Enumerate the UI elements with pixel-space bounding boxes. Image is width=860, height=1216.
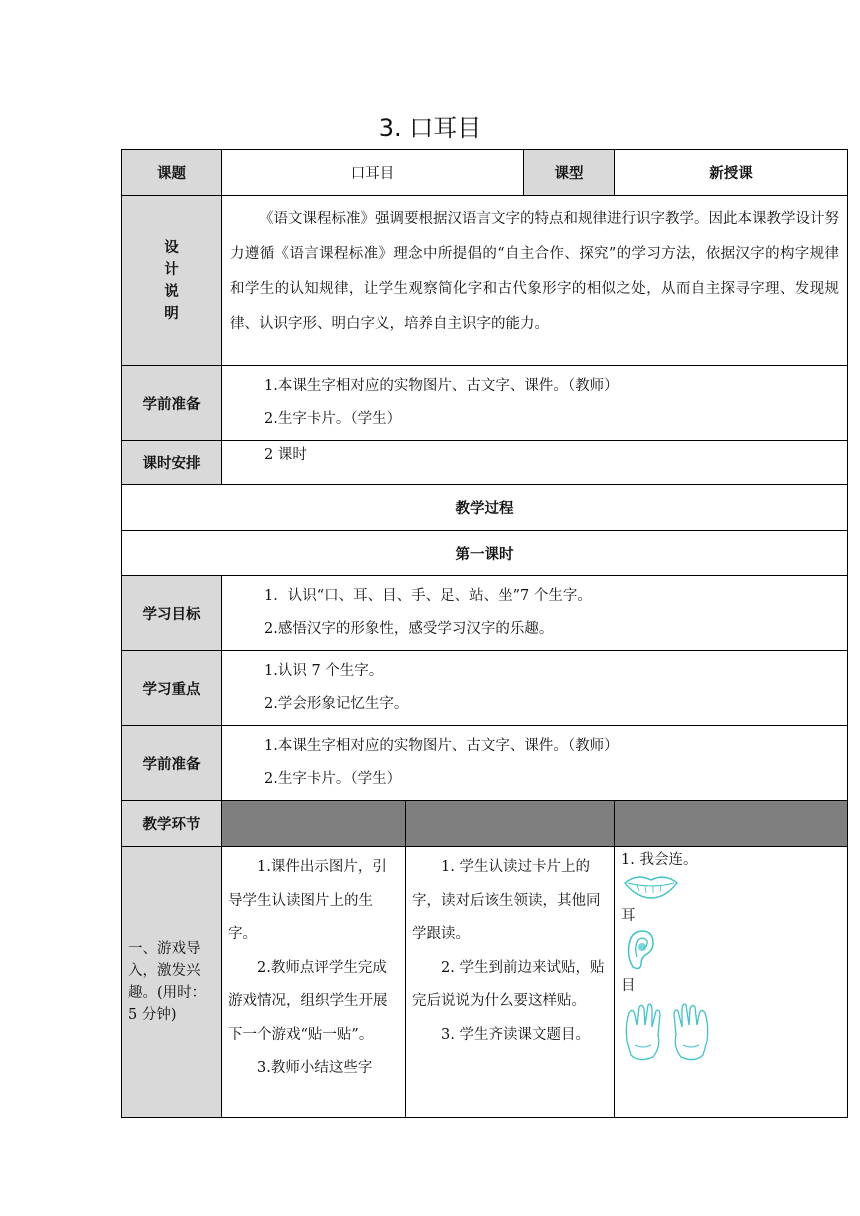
process-title: 教学过程 xyxy=(122,485,848,531)
stage1-teacher-activities: 1.课件出示图片，引导学生认读图片上的生字。 2.教师点评学生完成游戏情况，组织学生开展下一个游戏“贴一贴”。 3.教师小结这些字 xyxy=(222,847,406,1118)
lesson1-title-row xyxy=(122,531,848,576)
stage-header-cell-teacher xyxy=(222,801,406,847)
stage1-row xyxy=(122,847,848,1118)
prep-label-1: 学前准备 xyxy=(122,366,222,441)
stage-header-row xyxy=(122,801,848,847)
design-text: 《语文课程标准》强调要根据汉语言文字的特点和规律进行识字教学。因此本课教学设计努力遵循《语言课程标准》理念中所提倡的“自主合作、探究”的学习方法，依据汉字的构字规律和学生的认知规律，让学生观察简化字和古代象形字的相似之处，从而自主探寻字理、发现规律、认识字形、明白字义，培养自主识字的能力。 xyxy=(222,196,848,366)
stage-header-label: 教学环节 xyxy=(122,801,222,847)
word-eye: 目 xyxy=(621,978,636,994)
mouth-icon xyxy=(621,871,681,901)
hands-icon xyxy=(621,1001,713,1065)
prep-row-2 xyxy=(122,726,848,801)
lesson-plan-table xyxy=(121,149,848,1118)
focus-row xyxy=(122,651,848,726)
design-row xyxy=(122,196,848,366)
topic-row xyxy=(122,150,848,196)
topic-label: 课题 xyxy=(122,150,222,196)
goals-label: 学习目标 xyxy=(122,576,222,651)
focus-label: 学习重点 xyxy=(122,651,222,726)
topic-value: 口耳目 xyxy=(222,150,524,196)
goals-lines: 1．认识“口、耳、目、手、足、站、坐”7 个生字。 2.感悟汉字的形象性，感受学习汉字的乐趣。 xyxy=(222,576,848,651)
course-type-label: 课型 xyxy=(524,150,615,196)
exercise-title: 1. 我会连。 xyxy=(621,852,698,868)
prep-row-1 xyxy=(122,366,848,441)
focus-lines: 1.认识 7 个生字。 2.学会形象记忆生字。 xyxy=(222,651,848,726)
word-ear: 耳 xyxy=(621,908,636,924)
schedule-label: 课时安排 xyxy=(122,441,222,485)
stage-header-cell-exercise xyxy=(615,801,848,847)
stage-header-cell-student xyxy=(406,801,615,847)
lesson1-title: 第一课时 xyxy=(122,531,848,576)
design-label: 设 计 说 明 xyxy=(122,196,222,366)
stage1-name: 一、游戏导入，激发兴趣。(用时：5 分钟) xyxy=(122,847,222,1118)
goals-row xyxy=(122,576,848,651)
ear-icon xyxy=(623,927,657,973)
stage1-student-activities: 1. 学生认读过卡片上的字，读对后该生领读，其他同学跟读。 2. 学生到前边来试贴，贴完后说说为什么要这样贴。 3. 学生齐读课文题目。 xyxy=(406,847,615,1118)
document-title: 3. 口耳目 xyxy=(378,114,482,142)
prep-label-2: 学前准备 xyxy=(122,726,222,801)
prep-lines-1: 1.本课生字相对应的实物图片、古文字、课件。（教师） 2.生字卡片。（学生） xyxy=(222,366,848,441)
process-title-row xyxy=(122,485,848,531)
course-type-value: 新授课 xyxy=(615,150,848,196)
prep-lines-2: 1.本课生字相对应的实物图片、古文字、课件。（教师） 2.生字卡片。（学生） xyxy=(222,726,848,801)
schedule-row xyxy=(122,441,848,485)
schedule-value: 2 课时 xyxy=(222,441,848,485)
stage1-exercise xyxy=(615,847,848,1118)
